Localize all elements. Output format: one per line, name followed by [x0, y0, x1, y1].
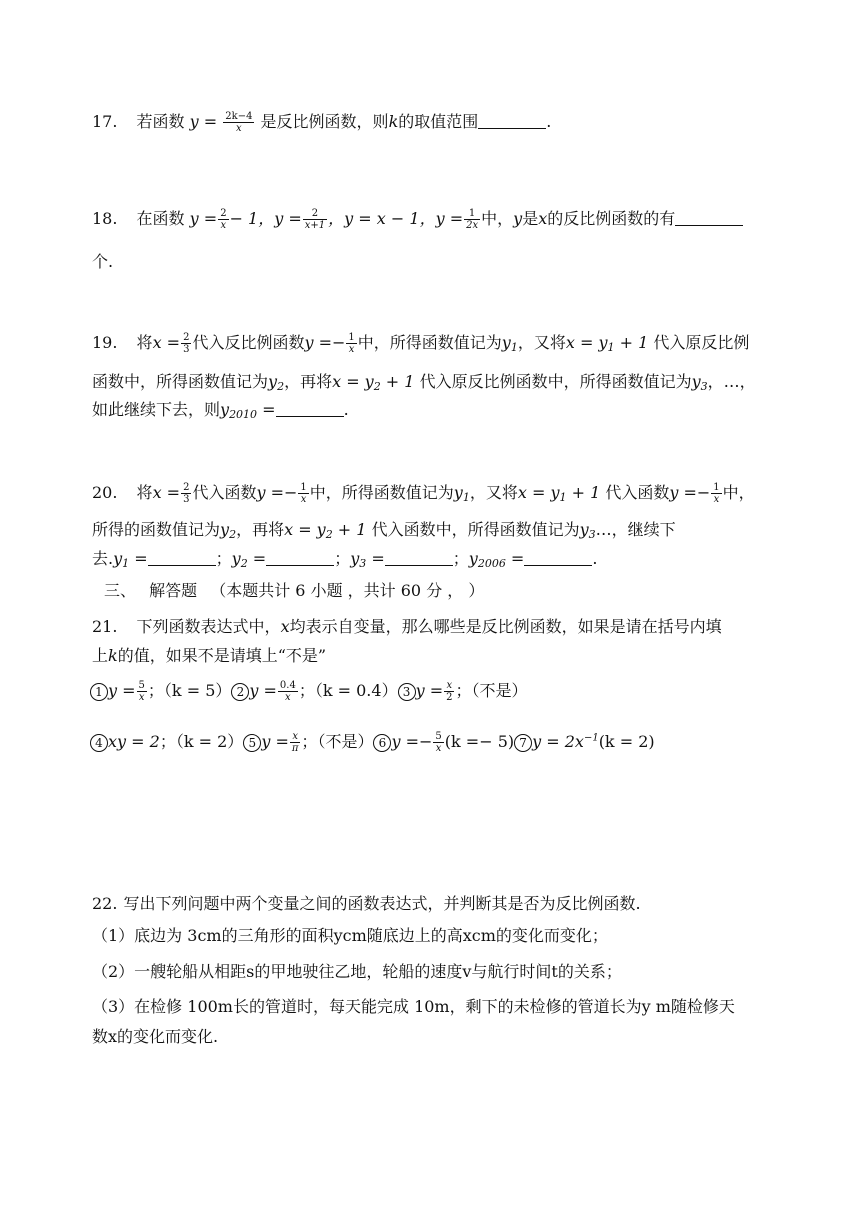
math: y = [108, 681, 136, 700]
question-number: 19. [92, 333, 118, 352]
question-21 [92, 614, 722, 637]
text: 是反比例函数，则 [260, 112, 389, 131]
answer: （k = 5） [163, 681, 232, 700]
math: y = [189, 112, 218, 131]
answer: （不是） [471, 681, 528, 700]
answer-blank[interactable] [478, 114, 546, 129]
answer: （k = 2） [175, 732, 244, 751]
text: 是 [522, 209, 539, 228]
circle-number: 4 [90, 734, 108, 752]
text: 均表示自变量，那么哪些是反比例函数，如果是请在括号内填 [289, 617, 722, 636]
math: $y_1$ [453, 483, 470, 504]
math: $x = y_1 + 1$ [565, 333, 654, 354]
circle-number: 7 [514, 734, 532, 752]
math: $x = y_2 + 1$ [332, 372, 420, 393]
answer: （k = 0.4） [314, 681, 398, 700]
section-label: 三、 [104, 581, 137, 600]
text: ，又将 [517, 333, 566, 352]
question-19-line3 [92, 397, 349, 421]
text: 代入原反比例 [653, 333, 750, 352]
text: ； [334, 549, 351, 568]
text: 中，所得函数值记为 [309, 483, 454, 502]
math: x [280, 617, 290, 636]
math: $y_{2010}$ = [220, 400, 276, 421]
math: x = [152, 483, 181, 502]
math: y = [415, 681, 444, 700]
question-number: 21. [92, 617, 118, 636]
fraction: $\frac{x}{\pi}$ [291, 731, 299, 754]
math: y = [189, 209, 218, 228]
math: y =− [391, 732, 433, 751]
math: x = [152, 333, 181, 352]
fraction: $\frac{5}{x}$ [435, 731, 442, 754]
text: . [546, 112, 552, 131]
text: …，继续下 [595, 520, 676, 539]
question-20-line2 [92, 517, 676, 541]
math: ，y = x − 1，y = [328, 209, 464, 228]
math: $y_2$ [220, 520, 237, 541]
fraction: $\frac{2k-4}{x}$ [225, 111, 253, 134]
circle-number: 1 [90, 683, 108, 701]
fraction: $\frac{2}{x+1}$ [304, 208, 326, 231]
section-info: （本题共计 6 小题 ，共计 60 分 ， ） [210, 581, 485, 600]
question-22-item2: （2）一艘轮船从相距s的甲地驶往乙地，轮船的速度v与航行时间t的关系； [92, 962, 622, 981]
question-22-item3: （3）在检修 100m长的管道时，每天能完成 10m，剩下的未检修的管道长为y m随检修天 [92, 997, 735, 1016]
math: y =− [256, 483, 298, 502]
answer-blank[interactable] [276, 402, 344, 417]
text: . [592, 549, 598, 568]
fraction: $\frac{1}{2x}$ [466, 208, 479, 231]
question-19 [92, 330, 749, 355]
text: 中， [722, 483, 755, 502]
math: $y = 2x^{-1}$ [532, 732, 599, 751]
text: 代入函数 [192, 483, 257, 502]
question-20 [92, 480, 755, 505]
question-number: 22. [92, 894, 118, 913]
text: ，再将 [284, 372, 333, 391]
answer-blank-y2006[interactable] [524, 551, 592, 566]
fraction: $\frac{2}{3}$ [183, 332, 190, 355]
text: 将 [136, 483, 153, 502]
question-22 [92, 891, 641, 914]
fraction: $\frac{1}{x}$ [713, 482, 720, 505]
text: 写出下列问题中两个变量之间的函数表达式，并判断其是否为反比例函数. [123, 894, 641, 913]
fraction: $\frac{1}{x}$ [300, 482, 307, 505]
question-17 [92, 109, 551, 134]
question-21-items-row1: 1 y = $\frac{5}{x}$ ；（k = 5） 2 y = $\frac{0.4}{x}$ ；（k = 0.4） 3 y = $\frac{x}{2}$ ；（不是） [90, 678, 528, 703]
text: 代入函数中，所得函数值记为 [371, 520, 580, 539]
question-number: 18. [92, 209, 118, 228]
text: 的反比例函数的有 [547, 209, 676, 228]
fraction: $\frac{2}{3}$ [183, 482, 190, 505]
answer-blank-y1[interactable] [148, 551, 216, 566]
question-22-item1: （1）底边为 3cm的三角形的面积ycm随底边上的高xcm的变化而变化； [92, 926, 608, 945]
question-number: 17. [92, 112, 118, 131]
text: 去. [92, 549, 114, 568]
math: $x = y_2 + 1$ [284, 520, 372, 541]
question-number: 20. [92, 483, 118, 502]
text: 代入原反比例函数中，所得函数值记为 [419, 372, 692, 391]
question-21-items-row2: 4 xy = 2；（k = 2） 5 y = $\frac{x}{\pi}$ ；（不是） 6 y =− $\frac{5}{x}$ (k =− 5) 7 $y = 2x^{-1}(k = 2)$ [90, 729, 655, 754]
question-18 [92, 206, 743, 231]
math: y = [249, 681, 277, 700]
answer: （不是） [317, 732, 374, 751]
text: 如此继续下去，则 [92, 400, 221, 419]
math: k [108, 646, 118, 665]
math: y =− [669, 483, 711, 502]
circle-number: 6 [373, 734, 391, 752]
math: $y_3$ = [350, 549, 385, 570]
fraction: $\frac{2}{x}$ [220, 208, 227, 231]
math: $y_{2006}$ = [468, 549, 525, 570]
question-20-line3 [92, 546, 597, 570]
text: 的取值范围 [398, 112, 479, 131]
answer-blank[interactable] [675, 211, 743, 226]
answer: (k =− 5) [444, 732, 515, 751]
text: 中，所得函数值记为 [357, 333, 502, 352]
math: $y_2$ [268, 372, 285, 393]
question-19-line2 [92, 369, 756, 393]
text: . [343, 400, 349, 419]
math: $y_3$ [579, 520, 596, 541]
text: 上 [92, 646, 109, 665]
circle-number: 5 [243, 734, 261, 752]
math: $x = y_1 + 1$ [517, 483, 606, 504]
fraction: $\frac{0.4}{x}$ [279, 680, 296, 703]
text: 将 [136, 333, 153, 352]
text: 中， [481, 209, 514, 228]
section-title: 解答题 [149, 581, 198, 600]
answer: (k = 2) [598, 732, 655, 751]
text: 函数中，所得函数值记为 [92, 372, 269, 391]
math: $y_3$ [691, 372, 708, 393]
math: xy = 2 [108, 732, 160, 751]
math: $y_2$ = [231, 549, 267, 570]
fraction: $\frac{1}{x}$ [348, 332, 355, 355]
text: 下列函数表达式中， [136, 617, 281, 636]
text: 若函数 [136, 112, 185, 131]
math: x [538, 209, 548, 228]
math: y = [261, 732, 289, 751]
text: ，…， [707, 372, 756, 391]
answer-blank-y2[interactable] [266, 551, 334, 566]
text: 在函数 [136, 209, 185, 228]
text: ，再将 [236, 520, 285, 539]
fraction: $\frac{5}{x}$ [138, 680, 145, 703]
text: 的值，如果不是请填上“不是” [117, 646, 327, 665]
circle-number: 3 [398, 683, 416, 701]
text: ； [215, 549, 232, 568]
text: 代入函数 [605, 483, 670, 502]
math: $y_1$ [501, 333, 518, 354]
math: $y_1$ = [113, 549, 148, 570]
math: y =− [304, 333, 346, 352]
text: ； [452, 549, 469, 568]
section-header [104, 578, 484, 601]
text: 代入反比例函数 [192, 333, 305, 352]
text: ，又将 [469, 483, 518, 502]
text: 所得的函数值记为 [92, 520, 221, 539]
question-18-line2: 个. [92, 252, 114, 271]
math: y [513, 209, 523, 228]
answer-blank-y3[interactable] [385, 551, 453, 566]
circle-number: 2 [231, 683, 249, 701]
question-22-item3-line2: 数x的变化而变化. [92, 1027, 219, 1046]
question-21-line2 [92, 643, 326, 666]
fraction: $\frac{x}{2}$ [446, 680, 453, 703]
math: − 1，y = [229, 209, 302, 228]
math-k: k [388, 112, 399, 131]
